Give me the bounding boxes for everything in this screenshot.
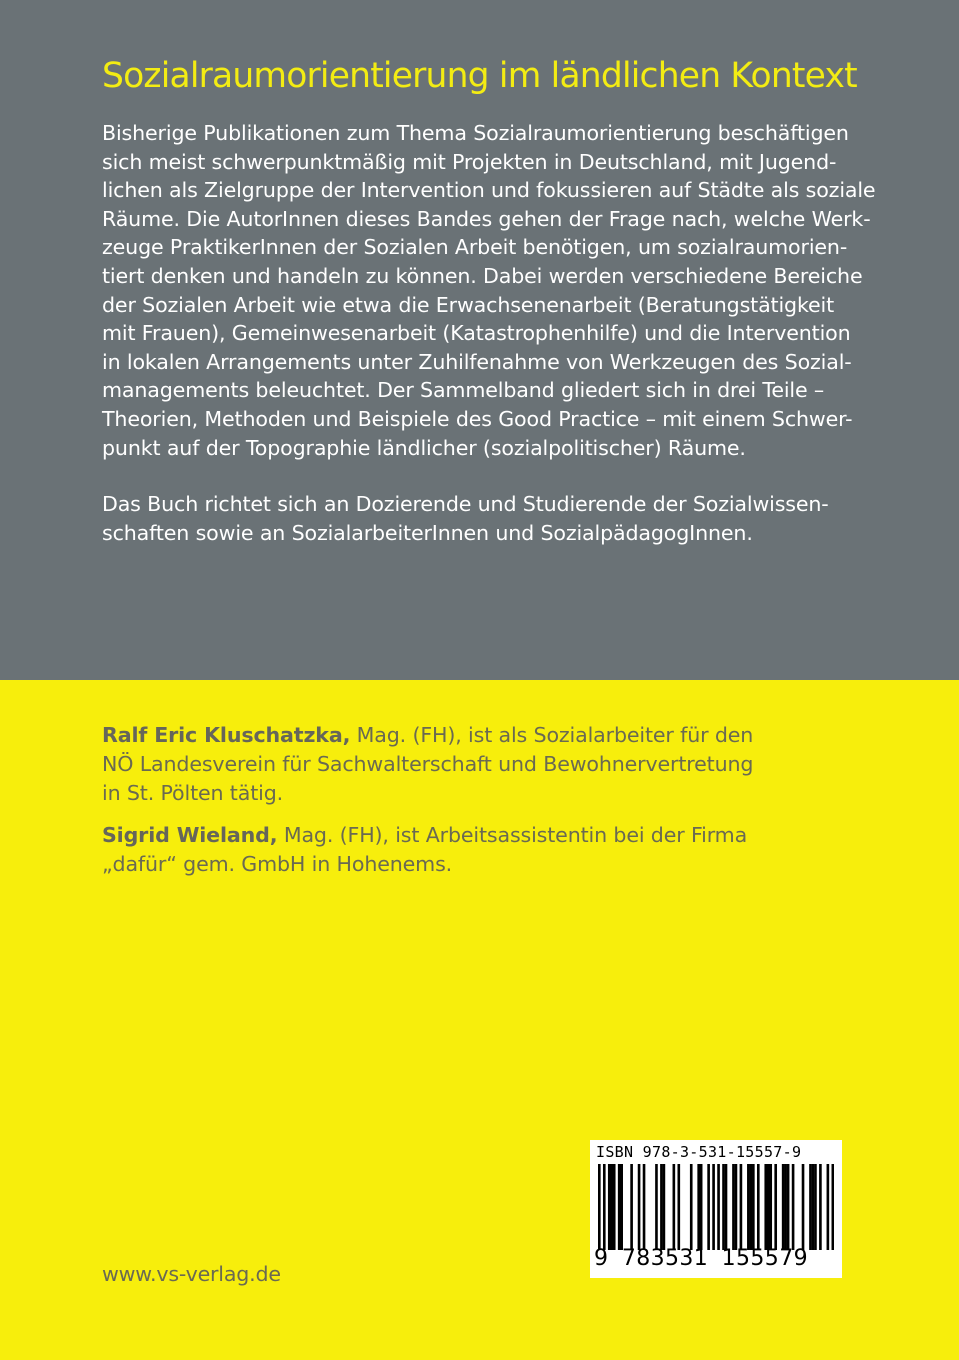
barcode-bar (638, 1164, 641, 1250)
barcode-bar (784, 1164, 787, 1250)
ean-left-group: 783531 (621, 1246, 709, 1271)
blurb-line: Theorien, Methoden und Beispiele des Good Practice – mit einem Schwer- (102, 406, 853, 431)
barcode-bar (740, 1164, 743, 1250)
barcode-bar (725, 1164, 728, 1250)
blurb-paragraph-1 (102, 119, 902, 462)
barcode-bar (608, 1164, 611, 1250)
barcode-bar (802, 1164, 805, 1250)
barcode-bar (819, 1164, 822, 1250)
barcode-bar (700, 1164, 703, 1250)
ean-first-digit: 9 (594, 1246, 609, 1271)
barcode-bar (769, 1164, 772, 1250)
barcode-bar (757, 1164, 760, 1250)
author-bio-first-line (102, 721, 862, 750)
blurb-line: Das Buch richtet sich an Dozierende und Studierende der Sozialwissen- (102, 492, 829, 516)
barcode-bar (767, 1164, 770, 1250)
barcode-bar (712, 1164, 715, 1250)
ean-right-group: 155579 (721, 1246, 808, 1271)
blurb-line: in lokalen Arrangements unter Zuhilfenahme von Werkzeugen des Sozial- (102, 349, 852, 374)
barcode-bar (598, 1164, 601, 1250)
blurb-line: lichen als Zielgruppe der Intervention und fokussieren auf Städte als soziale (102, 178, 876, 203)
barcode-bar (690, 1164, 693, 1250)
author-bio-text: Mag. (FH), ist Arbeitsassistentin bei der Firma (277, 823, 748, 847)
barcode-bar (722, 1164, 725, 1250)
barcode-bar (707, 1164, 710, 1250)
barcode-bar (717, 1164, 720, 1250)
author-name: Ralf Eric Kluschatzka, (102, 723, 351, 747)
barcode-bar (832, 1164, 834, 1250)
barcode-bar (655, 1164, 658, 1250)
blurb-line: punkt auf der Topographie ländlicher (sozialpolitischer) Räume. (102, 435, 746, 460)
barcode-bar (732, 1164, 735, 1250)
barcode-bar (827, 1164, 830, 1250)
barcode-bar (792, 1164, 795, 1250)
author-bio-line: in St. Pölten tätig. (102, 781, 284, 805)
author-bio-2 (102, 821, 862, 879)
barcode-bar (814, 1164, 817, 1250)
publisher-url: www.vs-verlag.de (102, 1262, 281, 1286)
barcode-bar (603, 1164, 606, 1250)
blurb-line: schaften sowie an SozialarbeiterInnen und SozialpädagogInnen. (102, 520, 753, 545)
blurb-line: managements beleuchtet. Der Sammelband gliedert sich in drei Teile – (102, 378, 825, 403)
barcode-bar (764, 1164, 767, 1250)
isbn-label: ISBN 978-3-531-15557-9 (596, 1143, 802, 1161)
blurb-line: tiert denken und handeln zu können. Dabei werden verschiedene Bereiche (102, 263, 863, 288)
barcode-bar (620, 1164, 623, 1250)
blurb-line: zeuge PraktikerInnen der Sozialen Arbeit benötigen, um sozialraumorien- (102, 235, 848, 260)
isbn-barcode (590, 1140, 842, 1278)
barcode-bar (809, 1164, 812, 1250)
barcode-bar (663, 1164, 666, 1250)
author-bio-first-line (102, 821, 862, 850)
blurb-line: mit Frauen), Gemeinwesenarbeit (Katastrophenhilfe) und die Intervention (102, 321, 851, 346)
barcode-bar (677, 1164, 680, 1250)
author-name: Sigrid Wieland, (102, 823, 278, 847)
blurb-line: Räume. Die AutorInnen dieses Bandes gehen der Frage nach, welche Werk- (102, 206, 871, 231)
author-bio-line: „dafür“ gem. GmbH in Hohenems. (102, 852, 453, 876)
barcode-bar (735, 1164, 738, 1250)
barcode-bar (660, 1164, 663, 1250)
barcode-bar (613, 1164, 616, 1250)
author-bio-text: Mag. (FH), ist als Sozialarbeiter für den (350, 723, 754, 747)
barcode-bars (598, 1164, 834, 1250)
blurb-paragraph-2 (102, 490, 902, 547)
barcode-bar (787, 1164, 790, 1250)
barcode-bar (750, 1164, 753, 1250)
barcode-bar (747, 1164, 750, 1250)
blurb-line: der Sozialen Arbeit wie etwa die Erwachsenenarbeit (Beratungstätigkeit (102, 292, 835, 317)
book-title: Sozialraumorientierung im ländlichen Kontext (102, 56, 857, 96)
barcode-bar (752, 1164, 755, 1250)
barcode-bar (618, 1164, 621, 1250)
barcode-bar (673, 1164, 676, 1250)
ean-digits (594, 1246, 842, 1271)
barcode-bar (630, 1164, 633, 1250)
blurb-line: Bisherige Publikationen zum Thema Sozialraumorientierung beschäftigen (102, 121, 849, 145)
barcode-bar (610, 1164, 613, 1250)
barcode-bar (697, 1164, 700, 1250)
author-bio-1 (102, 721, 862, 808)
barcode-bar (643, 1164, 646, 1250)
blurb-line: sich meist schwerpunktmäßig mit Projekten in Deutschland, mit Jugend- (102, 149, 837, 174)
barcode-bar (782, 1164, 785, 1250)
barcode-bar (774, 1164, 777, 1250)
author-bio-line: NÖ Landesverein für Sachwalterschaft und Bewohnervertretung (102, 752, 754, 776)
barcode-bar (812, 1164, 815, 1250)
